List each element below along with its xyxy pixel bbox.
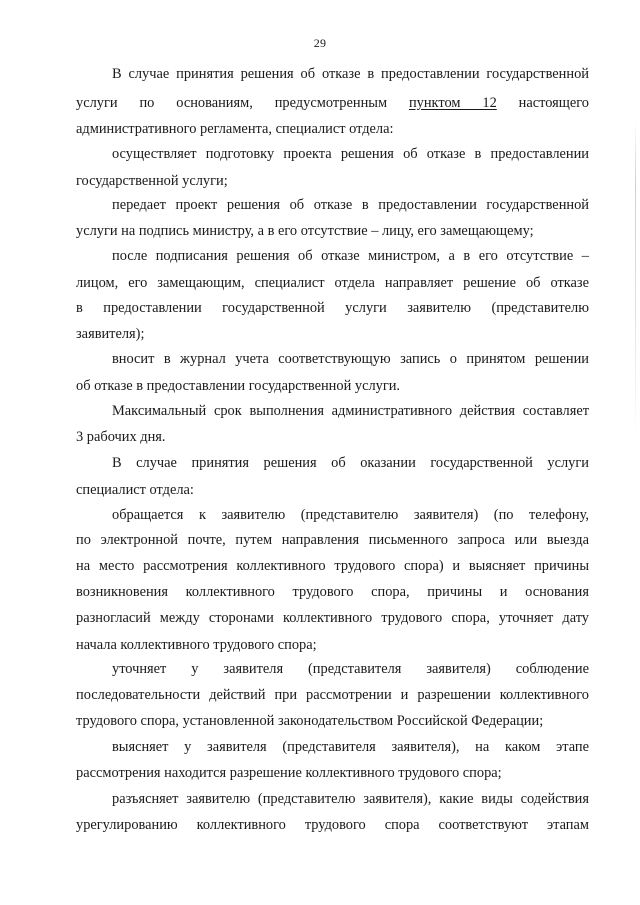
text-line: по электронной почте, путем направления письменного запроса или выезда xyxy=(76,532,589,548)
text-line: уточняет у заявителя (представителя заявителя) соблюдение xyxy=(112,661,589,677)
scan-edge-shadow xyxy=(635,120,636,440)
text-line: заявителя); xyxy=(76,326,145,342)
text-line: начала коллективного трудового спора; xyxy=(76,637,317,653)
text-line: 3 рабочих дня. xyxy=(76,429,166,445)
text-line: разъясняет заявителю (представителю заявителя), какие виды содействия xyxy=(112,791,589,807)
text-line: рассмотрения находится разрешение коллективного трудового спора; xyxy=(76,765,502,781)
text-line: услуги на подпись министру, а в его отсутствие – лицу, его замещающему; xyxy=(76,223,534,239)
text-fragment: услуги по основаниям, предусмотренным xyxy=(76,95,409,111)
text-line: административного регламента, специалист отдела: xyxy=(76,121,394,137)
text-line: после подписания решения об отказе министром, а в его отсутствие – xyxy=(112,248,589,264)
text-line-with-link xyxy=(76,94,589,112)
text-line: урегулированию коллективного трудового спора соответствуют этапам xyxy=(76,817,589,833)
text-line: на место рассмотрения коллективного трудового спора) и выясняет причины xyxy=(76,558,589,574)
text-fragment: настоящего xyxy=(496,95,590,111)
clause-12-link[interactable]: пунктом 12 xyxy=(408,95,497,111)
text-line: передает проект решения об отказе в предоставлении государственной xyxy=(112,197,589,213)
text-line: В случае принятия решения об оказании государственной услуги xyxy=(112,455,589,471)
text-line: об отказе в предоставлении государственной услуги. xyxy=(76,378,401,394)
text-line: выясняет у заявителя (представителя заявителя), на каком этапе xyxy=(112,739,589,755)
text-line: Максимальный срок выполнения административного действия составляет xyxy=(112,403,589,419)
text-line: обращается к заявителю (представителю заявителя) (по телефону, xyxy=(112,507,589,523)
text-line: возникновения коллективного трудового спора, причины и основания xyxy=(76,584,589,600)
text-line: специалист отдела: xyxy=(76,482,194,498)
text-line: последовательности действий при рассмотрении и разрешении коллективного xyxy=(76,687,589,703)
page-number: 29 xyxy=(313,36,327,50)
text-line: лицом, его замещающим, специалист отдела направляет решение об отказе xyxy=(76,275,589,291)
text-line: вносит в журнал учета соответствующую запись о принятом решении xyxy=(112,351,589,367)
text-line: осуществляет подготовку проекта решения об отказе в предоставлении xyxy=(112,146,589,162)
text-line: разногласий между сторонами коллективного трудового спора, уточняет дату xyxy=(76,610,589,626)
text-line: государственной услуги; xyxy=(76,173,228,189)
text-line: в предоставлении государственной услуги заявителю (представителю xyxy=(76,300,589,316)
text-line: В случае принятия решения об отказе в предоставлении государственной xyxy=(112,66,589,82)
text-line: трудового спора, установленной законодательством Российской Федерации; xyxy=(76,713,544,729)
